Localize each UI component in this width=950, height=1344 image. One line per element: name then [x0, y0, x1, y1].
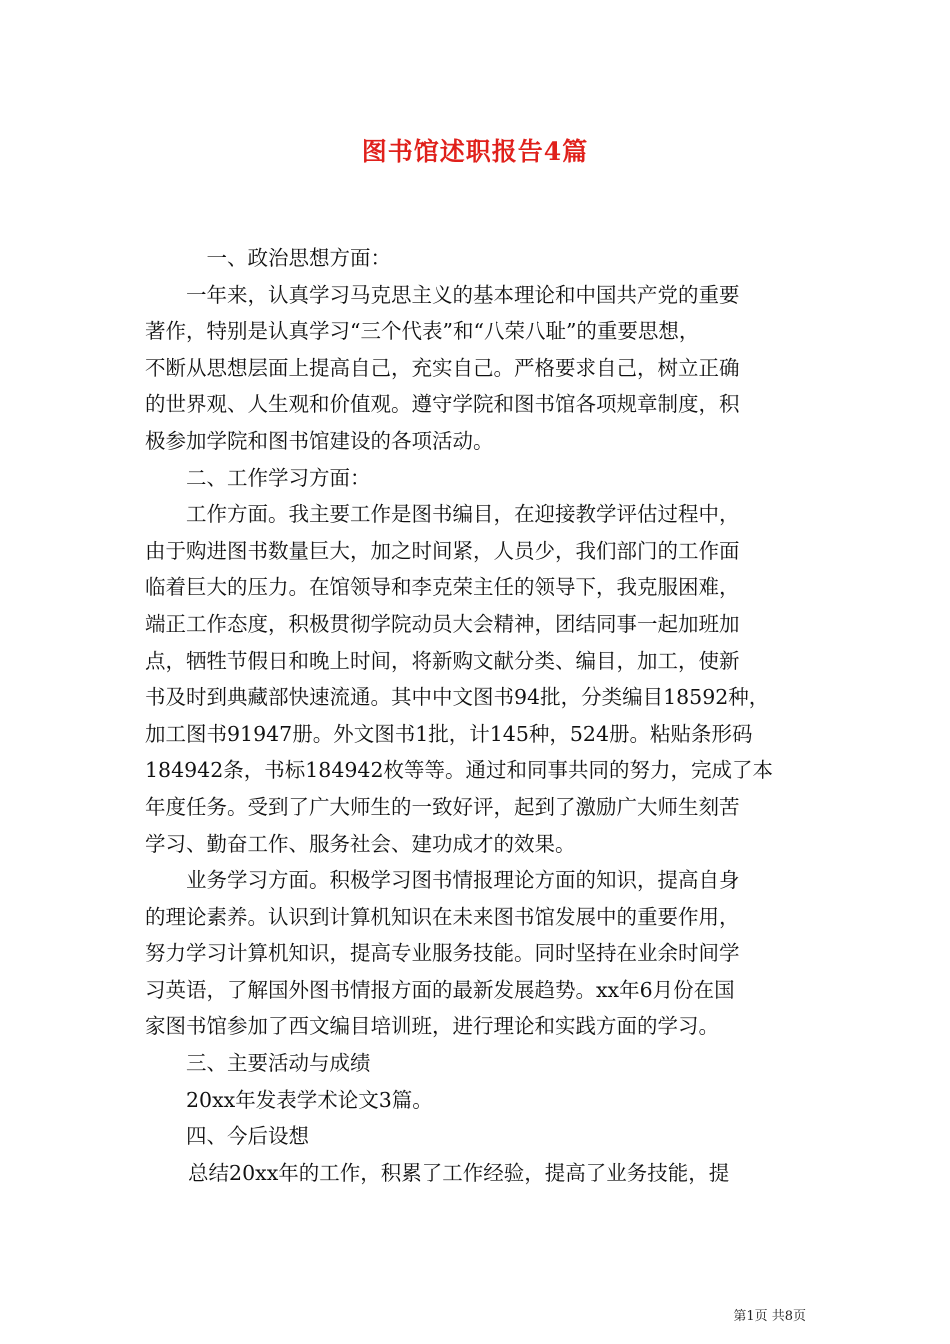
text-line: 二、工作学习方面：	[186, 465, 371, 490]
document-title: 图书馆述职报告4篇	[361, 137, 589, 166]
text-line: 点，牺牲节假日和晚上时间，将新购文献分类、编目，加工，使新	[145, 648, 740, 673]
text-line: 学习、勤奋工作、服务社会、建功成才的效果。	[145, 831, 576, 856]
text-line: 书及时到典藏部快速流通。其中中文图书94批，分类编目18592种，	[145, 685, 770, 710]
text-line: 184942条，书标184942枚等等。通过和同事共同的努力，完成了本	[145, 758, 774, 783]
text-line: 的理论素养。认识到计算机知识在未来图书馆发展中的重要作用，	[145, 904, 740, 929]
text-line: 三、主要活动与成绩	[186, 1051, 371, 1076]
text-line: 的世界观、人生观和价值观。遵守学院和图书馆各项规章制度，积	[145, 392, 740, 417]
text-line: 业务学习方面。积极学习图书情报理论方面的知识，提高自身	[186, 868, 740, 893]
text-line: 端正工作态度，积极贯彻学院动员大会精神，团结同事一起加班加	[145, 611, 740, 636]
text-line: 极参加学院和图书馆建设的各项活动。	[145, 428, 494, 453]
text-line: 一、政治思想方面：	[206, 246, 391, 270]
text-line: 由于购进图书数量巨大，加之时间紧，人员少，我们部门的工作面	[145, 538, 740, 563]
document-body	[145, 240, 810, 1191]
text-line: 努力学习计算机知识，提高专业服务技能。同时坚持在业余时间学	[145, 941, 740, 966]
text-line: 总结20xx年的工作，积累了工作经验，提高了业务技能，提	[188, 1160, 730, 1185]
text-line: 工作方面。我主要工作是图书编目，在迎接教学评估过程中，	[186, 502, 740, 527]
text-line: 著作，特别是认真学习“三个代表”和“八荣八耻”的重要思想，	[145, 319, 700, 344]
text-line: 临着巨大的压力。在馆领导和李克荣主任的领导下，我克服困难，	[145, 575, 740, 600]
text-line: 加工图书91947册。外文图书1批，计145种，524册。粘贴条形码	[145, 721, 753, 746]
text-line: 年度任务。受到了广大师生的一致好评，起到了激励广大师生刻苦	[145, 794, 740, 819]
text-line: 习英语，了解国外图书情报方面的最新发展趋势。xx年6月份在国	[145, 977, 735, 1002]
text-line: 一年来，认真学习马克思主义的基本理论和中国共产党的重要	[186, 282, 740, 307]
page-number: 第1页 共8页	[733, 1309, 806, 1324]
text-line: 不断从思想层面上提高自己，充实自己。严格要求自己，树立正确	[145, 355, 740, 380]
text-line: 家图书馆参加了西文编目培训班，进行理论和实践方面的学习。	[145, 1014, 719, 1039]
text-line: 四、今后设想	[186, 1124, 309, 1149]
text-line: 20xx年发表学术论文3篇。	[186, 1087, 433, 1112]
